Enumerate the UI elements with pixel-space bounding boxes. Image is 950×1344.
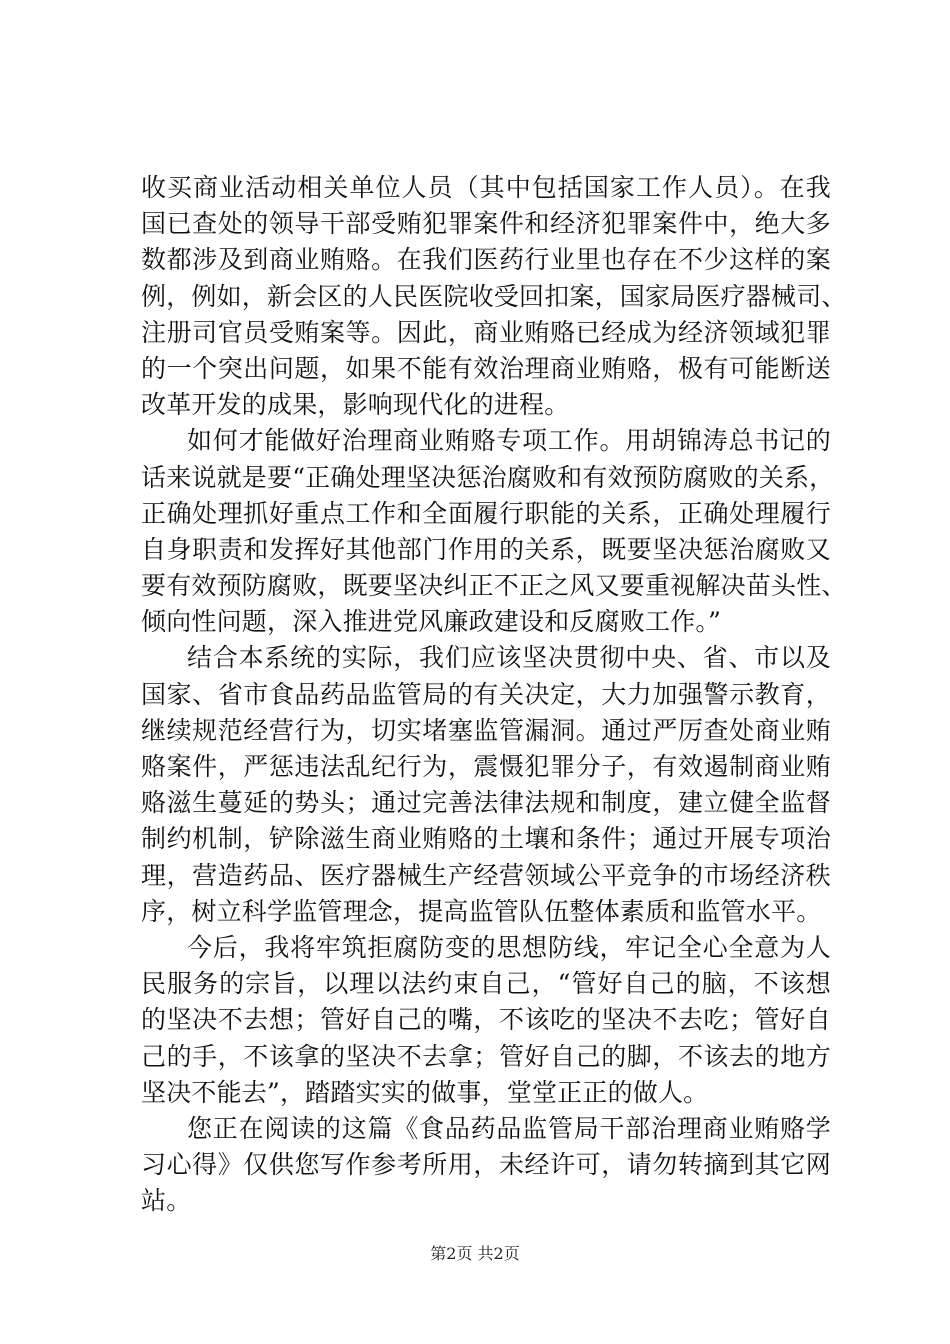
text-line: 赂滋生蔓延的势头；通过完善法律法规和制度，建立健全监督: [141, 788, 831, 818]
text-line: 国家、省市食品药品监管局的有关决定，大力加强警示教育，: [141, 679, 831, 709]
text-line: 数都涉及到商业贿赂。在我们医药行业里也存在不少这样的案: [141, 245, 831, 275]
text-line: 国已查处的领导干部受贿犯罪案件和经济犯罪案件中，绝大多: [141, 209, 831, 239]
text-line: 序，树立科学监管理念，提高监管队伍整体素质和监管水平。: [141, 896, 822, 926]
text-line: 赂案件，严惩违法乱纪行为，震慑犯罪分子，有效遏制商业贿: [141, 752, 831, 781]
text-line: 收买商业活动相关单位人员（其中包括国家工作人员）。在我: [141, 173, 831, 202]
text-line: 注册司官员受贿案等。因此，商业贿赂已经成为经济领域犯罪: [141, 317, 831, 347]
text-line: 要有效预防腐败，既要坚决纠正不正之风又要重视解决苗头性、: [141, 571, 847, 601]
paragraph-first-line: 如何才能做好治理商业贿赂专项工作。用胡锦涛总书记的: [187, 426, 831, 456]
paragraph-first-line: 今后，我将牢筑拒腐防变的思想防线，牢记全心全意为人: [187, 932, 831, 962]
text-line: 习心得》仅供您写作参考所用，未经许可，请勿转摘到其它网: [141, 1150, 831, 1180]
text-line: 站。: [141, 1186, 192, 1216]
text-line: 的一个突出问题，如果不能有效治理商业贿赂，极有可能断送: [141, 353, 831, 383]
text-line: 继续规范经营行为，切实堵塞监管漏洞。通过严厉查处商业贿: [141, 715, 831, 745]
text-line: 正确处理抓好重点工作和全面履行职能的关系，正确处理履行: [141, 498, 831, 528]
page-number-footer: 第2页 共2页: [430, 1244, 520, 1263]
text-line: 制约机制，铲除滋生商业贿赂的土壤和条件；通过开展专项治: [141, 824, 831, 854]
paragraph-first-line: 结合本系统的实际，我们应该坚决贯彻中央、省、市以及: [187, 643, 831, 673]
text-line: 的坚决不去想；管好自己的嘴，不该吃的坚决不去吃；管好自: [141, 1005, 831, 1035]
text-line: 民服务的宗旨，以理以法约束自己，“管好自己的脑，不该想: [141, 969, 831, 999]
text-line: 坚决不能去”，踏踏实实的做事，堂堂正正的做人。: [141, 1077, 709, 1107]
text-line: 理，营造药品、医疗器械生产经营领域公平竞争的市场经济秩: [141, 860, 831, 890]
document-body: [141, 170, 847, 1219]
text-line: 话来说就是要“正确处理坚决惩治腐败和有效预防腐败的关系，: [141, 462, 835, 492]
text-line: 倾向性问题，深入推进党风廉政建设和反腐败工作。”: [141, 607, 722, 637]
text-line: 自身职责和发挥好其他部门作用的关系，既要坚决惩治腐败又: [141, 534, 831, 564]
text-line: 改革开发的成果，影响现代化的进程。: [141, 390, 570, 420]
text-line: 例，例如，新会区的人民医院收受回扣案，国家局医疗器械司、: [141, 281, 847, 311]
paragraph-first-line: 您正在阅读的这篇《食品药品监管局干部治理商业贿赂学: [187, 1113, 831, 1143]
text-line: 己的手，不该拿的坚决不去拿；管好自己的脚，不该去的地方: [141, 1041, 831, 1071]
